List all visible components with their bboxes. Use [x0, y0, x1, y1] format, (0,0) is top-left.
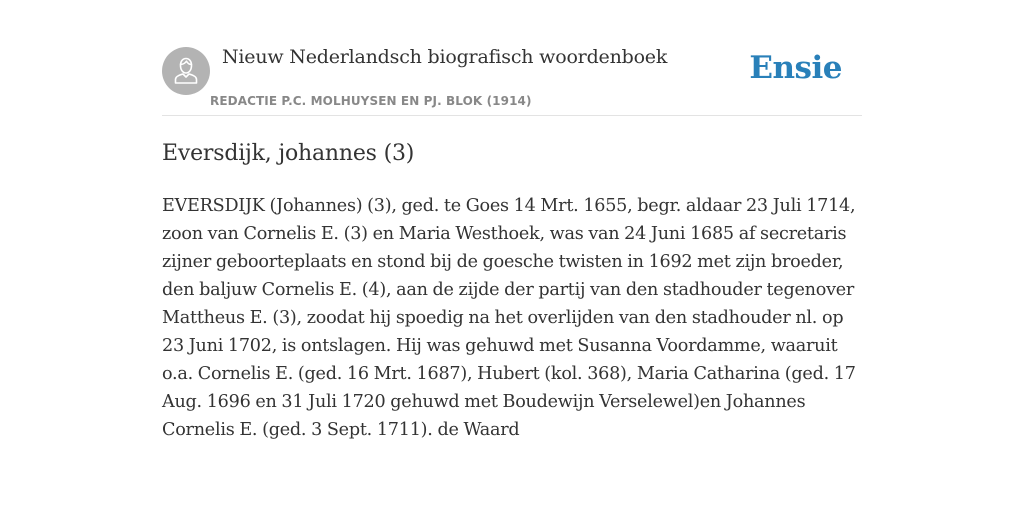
ensie-logo[interactable]: Ensie: [749, 50, 842, 86]
source-avatar[interactable]: [162, 47, 210, 95]
user-icon: [162, 47, 210, 95]
entry-card: [162, 40, 862, 440]
source-title[interactable]: Nieuw Nederlandsch biografisch woordenboek: [222, 46, 668, 68]
source-subtitle: REDACTIE P.C. MOLHUYSEN EN PJ. BLOK (1914): [210, 94, 532, 108]
entry-body: EVERSDIJK (Johannes) (3), ged. te Goes 14 Mrt. 1655, begr. aldaar 23 Juli 1714, zoon van Cornelis E. (3) en Maria Westhoek, was van 24 Juni 1685 af secretaris zijner geboorteplaats en stond bij de goesche twisten in 1692 met zijn broeder, den baljuw Cornelis E. (4), aan de zijde der partij van den stadhouder tegenover Mattheus E. (3), zoodat hij spoedig na het overlijden van den stadhouder nl. op 23 Juni 1702, is ontslagen. Hij was gehuwd met Susanna Voordamme, waaruit o.a. Cornelis E. (ged. 16 Mrt. 1687), Hubert (kol. 368), Maria Catharina (ged. 17 Aug. 1696 en 31 Juli 1720 gehuwd met Boudewijn Verselewel)en Johannes Cornelis E. (ged. 3 Sept. 1711). de Waard: [162, 196, 856, 440]
source-header: [162, 40, 862, 116]
entry-title: Eversdijk, johannes (3): [162, 141, 415, 166]
